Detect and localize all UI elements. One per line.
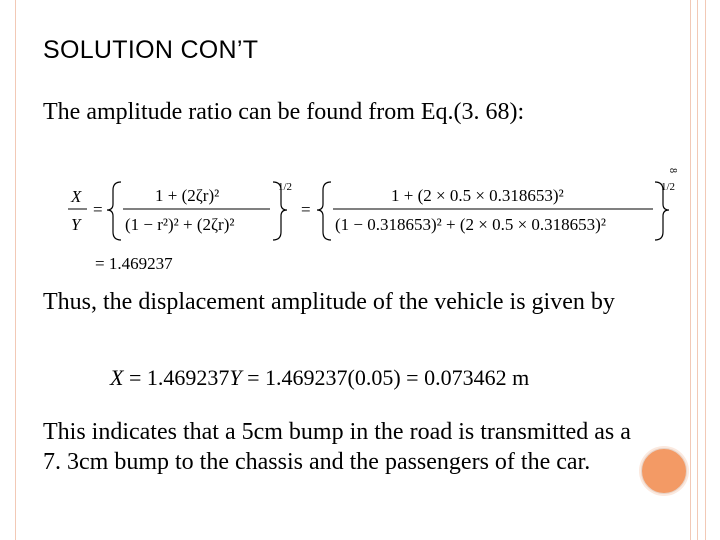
fraction1-numerator: 1 + (2ζr)² (155, 186, 220, 205)
eq2-y: Y (229, 365, 242, 390)
exponent2: 1/2 (661, 181, 676, 193)
eq2-part2: = 1.469237(0.05) = 0.073462 m (241, 365, 530, 390)
fraction2-denominator: (1 − 0.318653)² + (2 × 0.5 × 0.318653)² (335, 215, 606, 234)
fraction2-numerator: 1 + (2 × 0.5 × 0.318653)² (391, 186, 564, 205)
slide-title: SOLUTION CON’T (43, 36, 259, 64)
amplitude-ratio-equation (55, 168, 685, 278)
left-border-line (15, 0, 16, 540)
lhs-numerator: X (71, 187, 82, 206)
exponent1: 1/2 (278, 181, 293, 193)
right-border-line (705, 0, 706, 540)
equals-sign: = (93, 200, 103, 219)
decorative-circle (641, 448, 687, 494)
page-number: 8 (667, 168, 678, 173)
displacement-equation (110, 365, 529, 391)
paragraph-conclusion: This indicates that a 5cm bump in the road is transmitted as a 7. 3cm bump to the chassis and the passengers of the car. (43, 419, 631, 475)
paragraph-displacement: Thus, the displacement amplitude of the vehicle is given by (43, 289, 615, 315)
right-border-line (690, 0, 691, 540)
eq2-part1: = 1.469237 (123, 365, 230, 390)
lhs-denominator: Y (71, 215, 81, 234)
equals-sign: = (301, 200, 311, 219)
fraction1-denominator: (1 − r²)² + (2ζr)² (125, 215, 235, 234)
eq2-x: X (110, 365, 124, 390)
ratio-result: = 1.469237 (95, 254, 173, 273)
paragraph-intro: The amplitude ratio can be found from Eq.(3. 68): (43, 99, 525, 125)
right-border-line (697, 0, 698, 540)
